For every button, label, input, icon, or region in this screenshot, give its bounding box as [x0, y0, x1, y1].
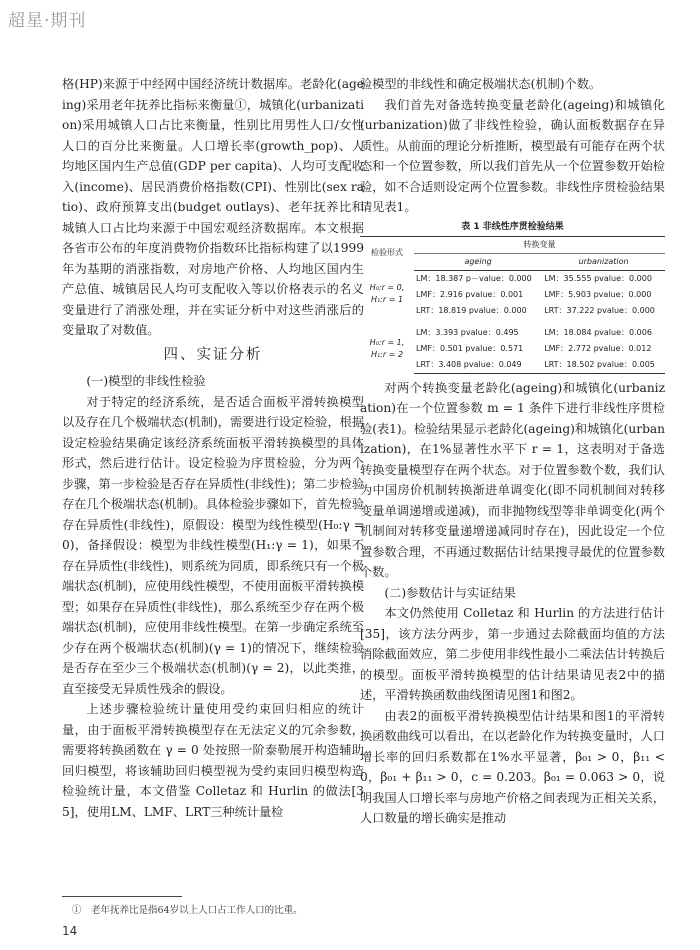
paragraph-nonlinear-test: 对于特定的经济系统，是否适合面板平滑转换模型以及存在几个极端状态(机制)，需要进行设定检验，根据设定检验结果确定该经济系统面板平滑转换模型的具体形式，然后进行估计。设定检验为序贯检验，分为两个步骤，第一步检验是否存在异质性(非线性)；第二步检验存在几个极端状态(机制)。具体检验步骤如下，首先检验存在异质性(非线性)，原假设：模型为线性模型(H₀:γ = 0)，备择假设：模型为非线性模型(H₁:γ = 1)，如果不存在异质性(非线性)，则系统为同质，即系统只有一个极端状态(机制)，应使用线性模型，不使用面板平滑转换模型；如果存在异质性(非线性)，那么系统至少存在两个极端状态(机制)，应使用非线性模型。在第一步确定系统至少存在两个极端状态(机制)(γ = 1)的情况下，继续检验是否存在至少三个极端状态(机制)(γ = 2)，以此类推，直至接受无异质性残余的假设。: [62, 394, 365, 696]
page-number: 14: [62, 924, 78, 938]
table-cell: LMF：2.772 pvalue：0.012: [544, 343, 652, 353]
paragraph-intro: 格(HP)来源于中经网中国经济统计数据库。老龄化(ageing)采用老年抚养比指标来衡量①，城镇化(urbanization)采用城镇人口占比来衡量，性别比用男性人口/女性人口的百分比来衡量。人口增长率(growth_pop)、人均地区国内生产总值(GDP per capita)、人均可支配收入(income)、居民消费价格指数(CPI)、性别比(sex ratio)、政府预算支出(budget outlays)、老年抚养比和城镇人口占比均来源于中国宏观经济数据库。本文根据各省市公布的年度消费物价指数环比指标构建了以1999年为基期的消涨指数，对房地产价格、人均地区国内生产总值、城镇居民人均可支配收入等以价格表示的名义变量进行了消涨处理，并在实证分析中对这些消涨后的变量取了对数值。: [62, 77, 364, 337]
table-cell: LM：18.387 p－value：0.000: [416, 273, 532, 283]
table-cell: LMF：5.903 pvalue：0.000: [544, 289, 652, 299]
hypothesis-h0: H₀:r = 0,: [369, 283, 405, 293]
paragraph-first-test: 我们首先对备选转换变量老龄化(ageing)和城镇化(urbanization)做了非线性检验，确认面板数据存在异质性。从前面的理论分析推断，模型最有可能存在两个状态和一个位置参数，所以我们首先从一个位置参数开始检验，如不合适则设定两个位置参数。非线性序贯检验结果请见表1。: [360, 97, 665, 214]
paragraph-continued: 验模型的非线性和确定极端状态(机制)个数。: [360, 77, 602, 91]
subsection-title-1: (一)模型的非线性检验: [86, 374, 206, 388]
paragraph-estimation-results: 由表2的面板平滑转换模型估计结果和图1的平滑转换函数曲线可以看出，在以老龄化作为转换变量时，人口增长率的回归系数都在1%水平显著，β₀₁ > 0，β₁₁ < 0，β₀₁ + β₁₁ > 0，c = 0.203。β₀₁ = 0.063 > 0，说明我国人口增长率与房地产价格之间表现为正相关关系，人口数量的增长确实是推动: [360, 708, 665, 825]
table-cell: LMF：2.916 pvalue：0.001: [416, 289, 524, 299]
table-1: [360, 220, 665, 374]
hypothesis-h1: H₁:r = 2: [370, 349, 404, 359]
paragraph-test-results: 对两个转换变量老龄化(ageing)和城镇化(urbanization)在一个位置参数 m = 1 条件下进行非线性序贯检验(表1)。检验结果显示老龄化(ageing)和城镇化(urbanization)，在1%显著性水平下 r = 1，这表明对于备选转换变量模型存在两个状态。对于位置参数个数，我们认为中国房价机制转换渐进单调变化(即不同机制间对转移变量单调递增或递减)，而非抛物线型等非单调变化(两个机制间对转移变量递增递减同时存在)，因此设定一个位置参数合理，不再通过数据估计结果搜寻最优的位置参数个数。: [360, 380, 665, 579]
table-row: [360, 270, 665, 287]
section-title: 四、实证分析: [163, 346, 263, 363]
nonlinear-test-table: [360, 236, 665, 374]
table-test-label: [360, 270, 414, 319]
footnote-divider: [62, 896, 182, 897]
table-cell: LRT：18.819 pvalue：0.000: [416, 305, 527, 315]
table-header-urbanization: urbanization: [542, 253, 665, 270]
table-header-test: 检验形式: [360, 236, 414, 270]
left-column: [62, 74, 364, 822]
hypothesis-h0: H₀:r = 1,: [369, 337, 405, 347]
table-cell: LMF：0.501 pvalue：0.571: [416, 343, 524, 353]
table-header-variable: 转换变量: [414, 236, 665, 253]
table-test-label: [360, 319, 414, 374]
journal-header: 超星·期刊: [8, 11, 87, 31]
hypothesis-h1: H₁:r = 1: [370, 295, 404, 305]
table-cell: LRT：37.222 pvalue：0.000: [544, 305, 655, 315]
table-cell: LM：18.084 pvalue：0.006: [544, 327, 652, 337]
table-cell: LRT：3.408 pvalue：0.049: [414, 357, 542, 374]
paragraph-estimation-method: 本文仍然使用 Colletaz 和 Hurlin 的方法进行估计[35]，该方法分两步，第一步通过去除截面均值的方法消除截面效应，第二步使用非线性最小二乘法估计转换后的模型。面板平滑转换模型的估计结果请见表2中的描述，平滑转换函数曲线图请见图1和图2。: [360, 606, 665, 702]
table-row: [360, 319, 665, 341]
right-column: [360, 74, 665, 829]
paragraph-test-statistics: 上述步骤检验统计量使用受约束回归相应的统计量，由于面板平滑转换模型存在无法定义的冗余参数，需要将转换函数在 γ = 0 处按照一阶泰勒展开构造辅助回归模型，将该辅助回归模型视为受约束回归模型构造检验统计量，本文借鉴 Colletaz 和 Hurlin 的做法[35]，使用LM、LMF、LRT三种统计量检: [62, 702, 364, 819]
table-header-ageing: ageing: [414, 253, 542, 270]
table-cell: LM：3.393 pvalue：0.495: [416, 327, 519, 337]
footnote: ① 老年抚养比是指64岁以上人口占工作人口的比重。: [72, 905, 303, 916]
subsection-title-2: (二)参数估计与实证结果: [384, 585, 516, 600]
table-cell: LM：35.555 pvalue：0.000: [544, 273, 652, 283]
table-cell: LRT：18.502 pvalue：0.005: [542, 357, 665, 374]
table-caption: 表 1 非线性序贯检验结果: [461, 221, 564, 232]
